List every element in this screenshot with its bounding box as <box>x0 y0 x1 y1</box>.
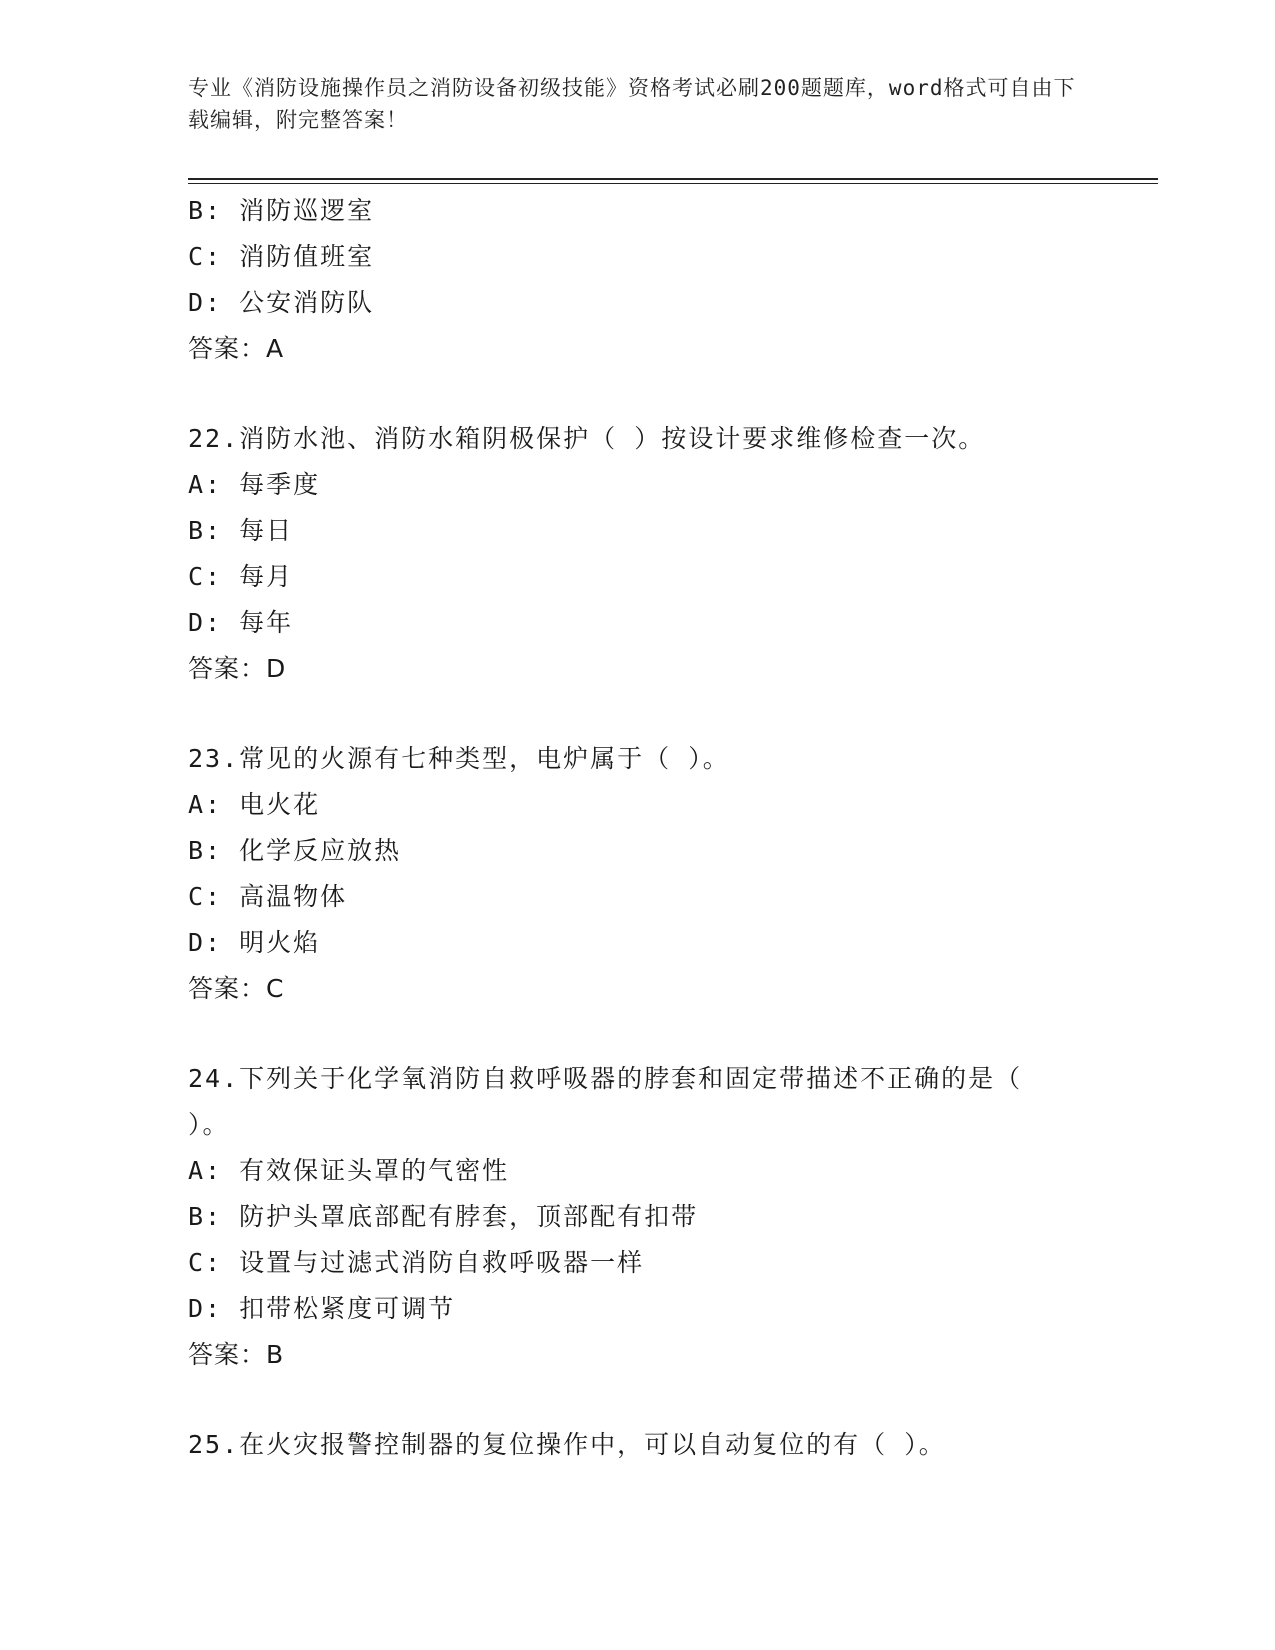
question-stem: 25.在火灾报警控制器的复位操作中，可以自动复位的有（ ）。 <box>188 1430 946 1459</box>
answer: 答案：A <box>188 334 285 363</box>
option-b: B: 防护头罩底部配有脖套，顶部配有扣带 <box>188 1202 699 1231</box>
option-d: D: 明火焰 <box>188 928 321 957</box>
answer: 答案：B <box>188 1340 285 1369</box>
spacer <box>188 372 1088 416</box>
header-title: 专业《消防设施操作员之消防设备初级技能》资格考试必刷200题题库，word格式可自由下载编辑，附完整答案！ <box>188 76 1076 132</box>
option-d: D: 公安消防队 <box>188 288 375 317</box>
option-c: C: 设置与过滤式消防自救呼吸器一样 <box>188 1248 645 1277</box>
option-d: D: 每年 <box>188 608 294 637</box>
option-c: C: 高温物体 <box>188 882 348 911</box>
question-stem-line-2: ）。 <box>188 1110 230 1139</box>
spacer <box>188 1012 1088 1056</box>
option-a: A: 电火花 <box>188 790 321 819</box>
question-25 <box>188 1422 1088 1468</box>
document-header <box>188 72 1088 136</box>
question-stem: 23.常见的火源有七种类型，电炉属于（ ）。 <box>188 744 730 773</box>
answer: 答案：D <box>188 654 287 683</box>
answer: 答案：C <box>188 974 285 1003</box>
option-b: B: 每日 <box>188 516 294 545</box>
option-c: C: 消防值班室 <box>188 242 375 271</box>
question-fragment <box>188 188 1088 372</box>
question-list <box>188 188 1088 1468</box>
option-a: A: 每季度 <box>188 470 321 499</box>
question-stem: 22.消防水池、消防水箱阴极保护（ ）按设计要求维修检查一次。 <box>188 424 986 453</box>
question-24 <box>188 1056 1088 1378</box>
header-rule-thick <box>188 178 1158 180</box>
question-23 <box>188 736 1088 1012</box>
header-rule-thin <box>188 183 1158 184</box>
option-b: B: 消防巡逻室 <box>188 196 375 225</box>
question-stem-line-1: 24.下列关于化学氧消防自救呼吸器的脖套和固定带描述不正确的是（ <box>188 1064 1023 1093</box>
option-c: C: 每月 <box>188 562 294 591</box>
option-b: B: 化学反应放热 <box>188 836 402 865</box>
spacer <box>188 1378 1088 1422</box>
option-a: A: 有效保证头罩的气密性 <box>188 1156 510 1185</box>
option-d: D: 扣带松紧度可调节 <box>188 1294 456 1323</box>
question-22 <box>188 416 1088 692</box>
spacer <box>188 692 1088 736</box>
